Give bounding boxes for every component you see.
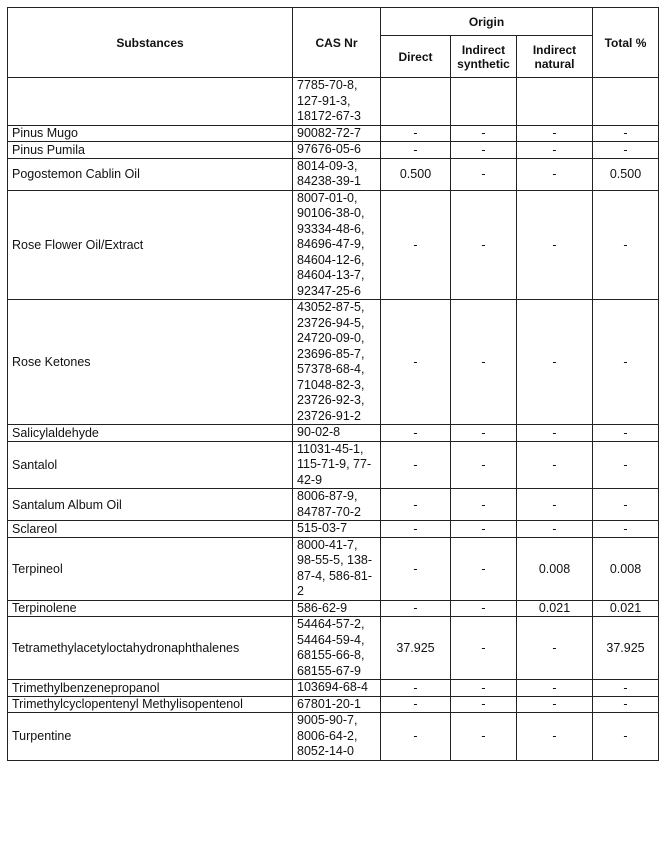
indirect-synthetic-value: - [451, 600, 517, 617]
indirect-natural-value: - [517, 680, 593, 697]
cas-number: 97676-05-6 [293, 142, 381, 159]
substance-name: Terpinolene [8, 600, 293, 617]
direct-value: 0.500 [381, 158, 451, 190]
total-value: - [593, 142, 659, 159]
cas-number: 90-02-8 [293, 425, 381, 442]
substance-name: Salicylaldehyde [8, 425, 293, 442]
indirect-synthetic-value: - [451, 680, 517, 697]
substance-name: Pogostemon Cablin Oil [8, 158, 293, 190]
substance-name: Pinus Pumila [8, 142, 293, 159]
indirect-synthetic-value: - [451, 713, 517, 761]
total-value: 0.021 [593, 600, 659, 617]
direct-value: - [381, 537, 451, 600]
substance-name: Tetramethylacetyloctahydronaphthalenes [8, 617, 293, 680]
header-origin: Origin [381, 8, 593, 36]
indirect-synthetic-value: - [451, 425, 517, 442]
header-direct: Direct [381, 36, 451, 78]
table-row [8, 696, 659, 713]
substance-name: Pinus Mugo [8, 125, 293, 142]
total-value: 37.925 [593, 617, 659, 680]
indirect-natural-value: - [517, 521, 593, 538]
table-row [8, 521, 659, 538]
substance-name: Turpentine [8, 713, 293, 761]
indirect-natural-value: - [517, 713, 593, 761]
indirect-natural-value: - [517, 441, 593, 489]
indirect-natural-value [517, 78, 593, 126]
direct-value: - [381, 489, 451, 521]
cas-number: 9005-90-7, 8006-64-2, 8052-14-0 [293, 713, 381, 761]
indirect-synthetic-value: - [451, 300, 517, 425]
table-row [8, 300, 659, 425]
cas-number: 8006-87-9, 84787-70-2 [293, 489, 381, 521]
indirect-natural-value: - [517, 425, 593, 442]
header-indirect-synthetic: Indirect synthetic [451, 36, 517, 78]
total-value: 0.500 [593, 158, 659, 190]
indirect-natural-value: - [517, 300, 593, 425]
cas-number: 7785-70-8, 127-91-3, 18172-67-3 [293, 78, 381, 126]
table-row [8, 713, 659, 761]
substances-table [7, 7, 659, 761]
table-row [8, 617, 659, 680]
direct-value: 37.925 [381, 617, 451, 680]
substance-name: Santalol [8, 441, 293, 489]
indirect-natural-value: - [517, 125, 593, 142]
indirect-synthetic-value: - [451, 142, 517, 159]
table-row [8, 537, 659, 600]
indirect-natural-value: - [517, 158, 593, 190]
total-value: - [593, 300, 659, 425]
direct-value: - [381, 680, 451, 697]
total-value: - [593, 190, 659, 300]
header-indirect-natural: Indirect natural [517, 36, 593, 78]
indirect-synthetic-value: - [451, 125, 517, 142]
total-value: - [593, 125, 659, 142]
cas-number: 586-62-9 [293, 600, 381, 617]
indirect-synthetic-value: - [451, 521, 517, 538]
table-row [8, 600, 659, 617]
total-value: - [593, 713, 659, 761]
substance-name: Sclareol [8, 521, 293, 538]
direct-value: - [381, 713, 451, 761]
direct-value: - [381, 125, 451, 142]
table-row [8, 190, 659, 300]
cas-number: 8007-01-0, 90106-38-0, 93334-48-6, 84696-47-9, 84604-12-6, 84604-13-7, 92347-25-6 [293, 190, 381, 300]
indirect-synthetic-value [451, 78, 517, 126]
table-row [8, 125, 659, 142]
direct-value: - [381, 425, 451, 442]
total-value: - [593, 521, 659, 538]
indirect-natural-value: - [517, 617, 593, 680]
table-row [8, 158, 659, 190]
table-row [8, 142, 659, 159]
cas-number: 515-03-7 [293, 521, 381, 538]
header-cas: CAS Nr [293, 8, 381, 78]
indirect-natural-value: 0.008 [517, 537, 593, 600]
direct-value: - [381, 300, 451, 425]
total-value: 0.008 [593, 537, 659, 600]
cas-number: 54464-57-2, 54464-59-4, 68155-66-8, 68155-67-9 [293, 617, 381, 680]
total-value: - [593, 696, 659, 713]
substance-name [8, 78, 293, 126]
substance-name: Trimethylbenzenepropanol [8, 680, 293, 697]
indirect-synthetic-value: - [451, 158, 517, 190]
direct-value [381, 78, 451, 126]
indirect-synthetic-value: - [451, 190, 517, 300]
substance-name: Rose Flower Oil/Extract [8, 190, 293, 300]
indirect-natural-value: 0.021 [517, 600, 593, 617]
cas-number: 8014-09-3, 84238-39-1 [293, 158, 381, 190]
cas-number: 103694-68-4 [293, 680, 381, 697]
direct-value: - [381, 142, 451, 159]
header-total: Total % [593, 8, 659, 78]
cas-number: 11031-45-1, 115-71-9, 77- 42-9 [293, 441, 381, 489]
table-row [8, 680, 659, 697]
substance-name: Trimethylcyclopentenyl Methylisopentenol [8, 696, 293, 713]
total-value: - [593, 425, 659, 442]
indirect-natural-value: - [517, 190, 593, 300]
direct-value: - [381, 696, 451, 713]
direct-value: - [381, 600, 451, 617]
substance-name: Rose Ketones [8, 300, 293, 425]
indirect-synthetic-value: - [451, 617, 517, 680]
direct-value: - [381, 521, 451, 538]
direct-value: - [381, 190, 451, 300]
header-substances: Substances [8, 8, 293, 78]
indirect-synthetic-value: - [451, 696, 517, 713]
table-row [8, 78, 659, 126]
indirect-natural-value: - [517, 696, 593, 713]
indirect-synthetic-value: - [451, 537, 517, 600]
cas-number: 67801-20-1 [293, 696, 381, 713]
total-value: - [593, 489, 659, 521]
direct-value: - [381, 441, 451, 489]
substance-name: Santalum Album Oil [8, 489, 293, 521]
indirect-natural-value: - [517, 489, 593, 521]
total-value: - [593, 680, 659, 697]
cas-number: 43052-87-5, 23726-94-5, 24720-09-0, 23696-85-7, 57378-68-4, 71048-82-3, 23726-92-3, 23726-91-2 [293, 300, 381, 425]
table-row [8, 441, 659, 489]
cas-number: 90082-72-7 [293, 125, 381, 142]
cas-number: 8000-41-7, 98-55-5, 138- 87-4, 586-81- 2 [293, 537, 381, 600]
substance-name: Terpineol [8, 537, 293, 600]
indirect-natural-value: - [517, 142, 593, 159]
table-row [8, 425, 659, 442]
total-value: - [593, 441, 659, 489]
indirect-synthetic-value: - [451, 441, 517, 489]
total-value [593, 78, 659, 126]
indirect-synthetic-value: - [451, 489, 517, 521]
table-row [8, 489, 659, 521]
